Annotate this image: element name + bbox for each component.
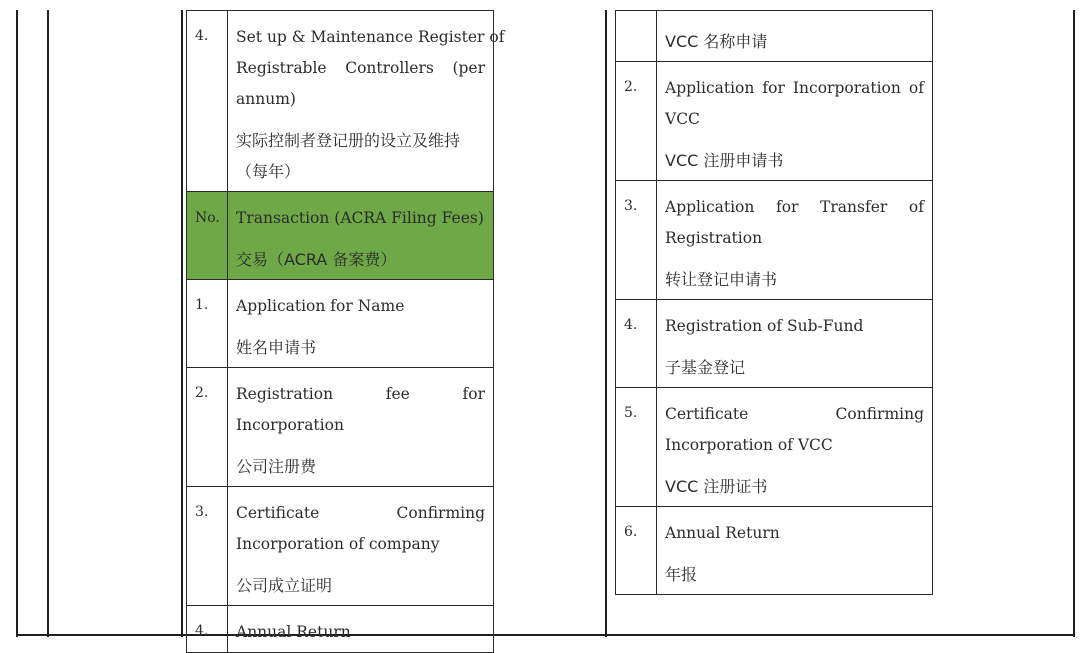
table-row <box>616 181 933 300</box>
english-word: (per <box>452 59 485 77</box>
chinese-label: 公司注册费 <box>236 457 317 476</box>
transaction-cell <box>657 388 933 507</box>
outer-frame-divider-1 <box>47 10 49 637</box>
chinese-label: VCC 注册申请书 <box>665 151 784 170</box>
transaction-cell <box>228 280 494 368</box>
english-label-line: Annual Return <box>665 524 780 542</box>
transaction-cell <box>657 62 933 181</box>
table-row <box>616 300 933 388</box>
row-number: 1. <box>187 280 228 368</box>
chinese-label: 转让登记申请书 <box>665 270 778 289</box>
english-label-line <box>665 399 924 430</box>
transaction-cell <box>228 487 494 606</box>
english-word: Confirming <box>396 504 485 522</box>
english-word: Application <box>665 79 755 97</box>
chinese-label: 实际控制者登记册的设立及维持（每年） <box>236 131 461 181</box>
chinese-label: 公司成立证明 <box>236 576 333 595</box>
row-number: 5. <box>616 388 657 507</box>
chinese-label: 姓名申请书 <box>236 338 317 357</box>
row-number: No. <box>187 192 228 280</box>
transaction-cell <box>228 11 505 192</box>
table-row <box>187 192 494 280</box>
english-label-line <box>665 192 924 223</box>
chinese-label: 子基金登记 <box>665 358 746 377</box>
english-label-line <box>236 498 485 529</box>
transaction-cell <box>657 11 933 62</box>
english-word: Confirming <box>835 405 924 423</box>
transaction-cell <box>657 181 933 300</box>
english-label-line: Incorporation of company <box>236 535 440 553</box>
row-number: 3. <box>616 181 657 300</box>
english-label-line <box>236 379 485 410</box>
english-word: Certificate <box>236 504 320 522</box>
english-label-line <box>665 73 924 104</box>
transaction-cell <box>228 192 494 280</box>
english-label-line: VCC <box>665 110 700 128</box>
table-row <box>187 606 494 653</box>
english-label-line: Set up & Maintenance Register of <box>236 28 505 46</box>
row-number <box>616 11 657 62</box>
table-row <box>187 487 494 606</box>
table-row <box>187 280 494 368</box>
english-label-line: Registration of Sub-Fund <box>665 317 864 335</box>
row-number: 3. <box>187 487 228 606</box>
english-word: Incorporation <box>792 79 901 97</box>
english-word: for <box>775 198 799 216</box>
row-number: 2. <box>187 368 228 487</box>
english-label-line: Incorporation <box>236 416 344 434</box>
english-word: fee <box>385 385 410 403</box>
english-label-line: annum) <box>236 90 296 108</box>
table-row <box>616 11 933 62</box>
transaction-cell <box>228 368 494 487</box>
table-row <box>616 388 933 507</box>
outer-frame-divider-2 <box>181 10 183 637</box>
english-word: of <box>908 198 924 216</box>
english-word: of <box>908 79 924 97</box>
english-word: Controllers <box>345 59 434 77</box>
english-label-line: Annual Return <box>236 623 351 641</box>
transaction-cell <box>228 606 494 653</box>
row-number: 4. <box>187 11 228 192</box>
english-label-line: Registration <box>665 229 763 247</box>
table-row <box>616 62 933 181</box>
outer-frame-right <box>1073 10 1075 637</box>
english-label-line <box>236 53 485 84</box>
english-label-line: Application for Name <box>236 297 405 315</box>
transaction-cell <box>657 507 933 595</box>
row-number: 4. <box>616 300 657 388</box>
row-number: 2. <box>616 62 657 181</box>
english-word: for <box>462 385 485 403</box>
english-word: Application <box>665 198 755 216</box>
chinese-label: 交易（ACRA 备案费） <box>236 250 397 269</box>
english-label-line: Transaction (ACRA Filing Fees) <box>236 209 484 227</box>
transaction-cell <box>657 300 933 388</box>
table-row <box>616 507 933 595</box>
english-word: Certificate <box>665 405 749 423</box>
english-word: for <box>762 79 785 97</box>
english-word: Transfer <box>820 198 888 216</box>
left-fee-table <box>186 10 505 653</box>
chinese-label: 年报 <box>665 565 698 584</box>
table-row <box>187 368 494 487</box>
outer-frame-left <box>16 10 18 637</box>
chinese-label: VCC 名称申请 <box>665 32 768 51</box>
english-word: Registrable <box>236 59 327 77</box>
row-number: 4. <box>187 606 228 653</box>
chinese-label: VCC 注册证书 <box>665 477 768 496</box>
row-number: 6. <box>616 507 657 595</box>
english-label-line: Incorporation of VCC <box>665 436 833 454</box>
right-fee-table <box>615 10 933 595</box>
outer-frame-bottom <box>16 634 1075 636</box>
outer-frame-divider-3 <box>605 10 607 637</box>
table-row <box>187 11 494 192</box>
english-word: Registration <box>236 385 334 403</box>
